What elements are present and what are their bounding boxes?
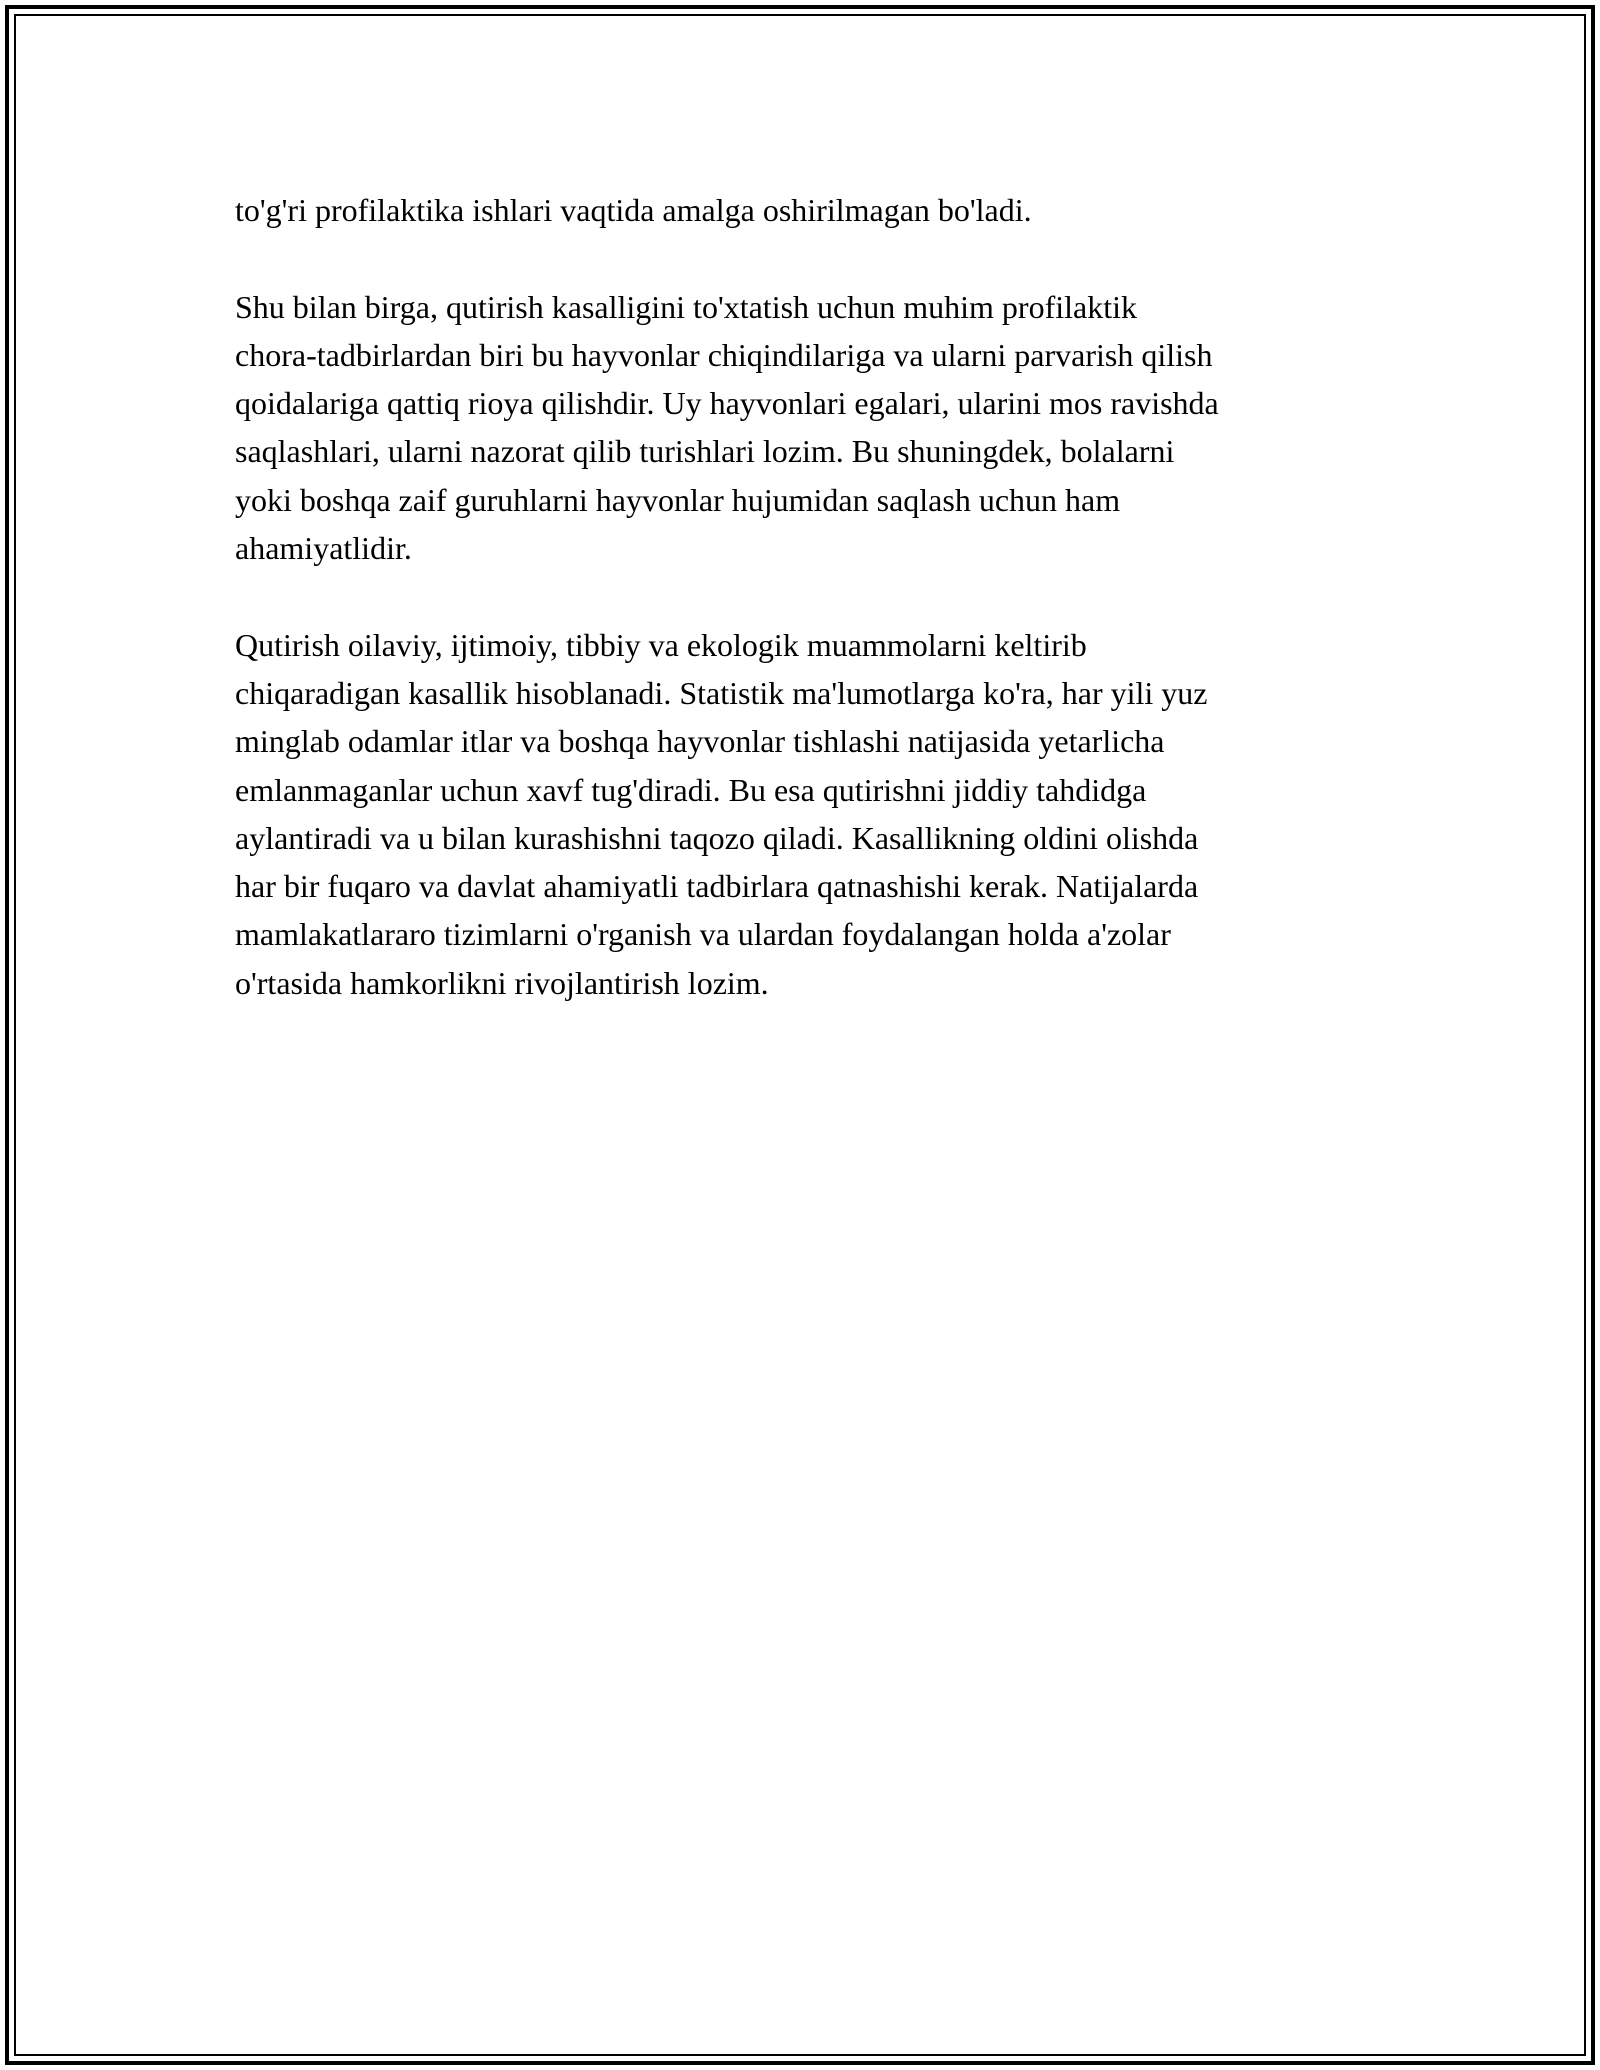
paragraph-3: Qutirish oilaviy, ijtimoiy, tibbiy va ekologik muammolarni keltirib chiqaradigan kasallik hisoblanadi. Statistik ma'lumotlarga ko'ra, har yili yuz minglab odamlar itlar va boshqa hayvonlar tishlashi natijasida yetarlicha emlanmaganlar uchun xavf tug'diradi. Bu esa qutirishni jiddiy tahdidga aylantiradi va u bilan kurashishni taqozo qiladi. Kasallikning oldini olishda har bir fuqaro va davlat ahamiyatli tadbirlara qatnashishi kerak. Natijalarda mamlakatlararo tizimlarni o'rganish va ulardan foydalangan holda a'zolar o'rtasida hamkorlikni rivojlantirish lozim.	[235, 626, 1208, 1001]
paragraph-2: Shu bilan birga, qutirish kasalligini to'xtatish uchun muhim profilaktik chora-tadbirlardan biri bu hayvonlar chiqindilariga va ularni parvarish qilish qoidalariga qattiq rioya qilishdir. Uy hayvonlari egalari, ularini mos ravishda saqlashlari, ularni nazorat qilib turishlari lozim. Bu shuningdek, bolalarni yoki boshqa zaif guruhlarni hayvonlar hujumidan saqlash uchun ham ahamiyatlidir.	[235, 288, 1219, 567]
paragraph-1: to'g'ri profilaktika ishlari vaqtida amalga oshirilmagan bo'ladi.	[235, 192, 1032, 228]
document-body	[235, 186, 1415, 1055]
